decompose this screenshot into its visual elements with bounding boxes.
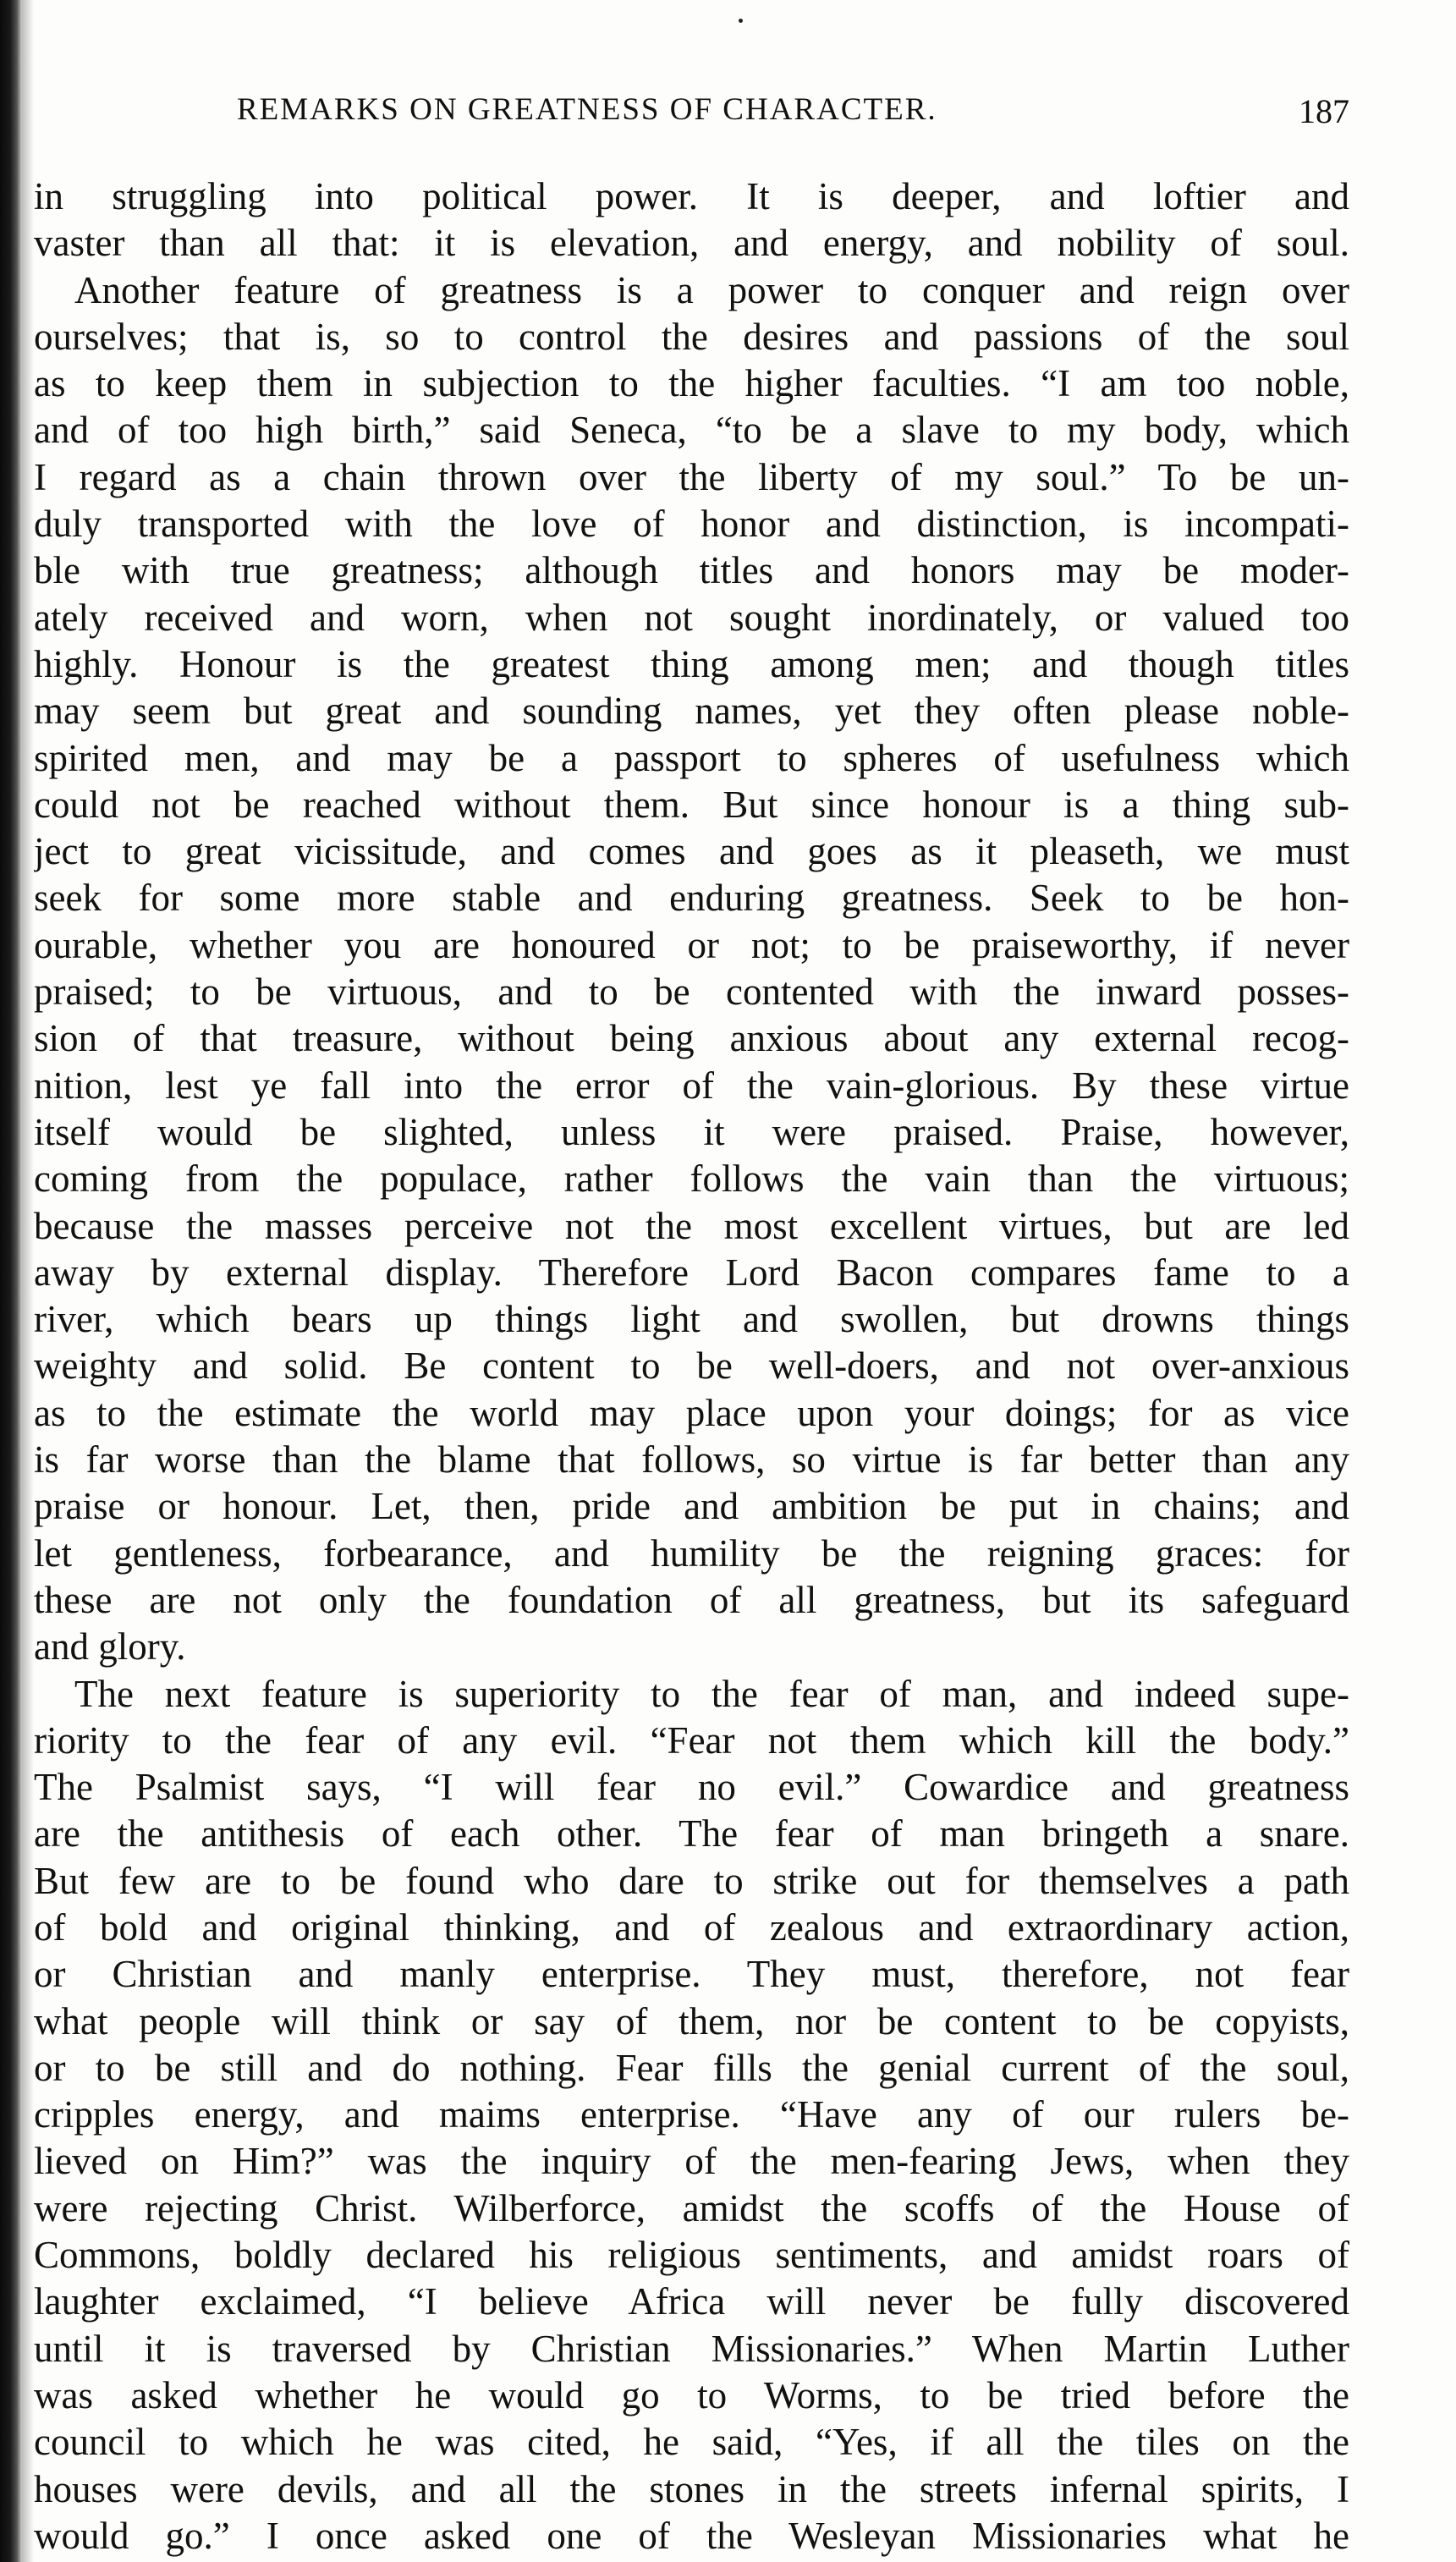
text-line: duly transported with the love of honor and distinction, is incompati-: [34, 503, 1349, 546]
text-line: weighty and solid. Be content to be well-doers, and not over-anxious: [34, 1344, 1349, 1388]
text-line: highly. Honour is the greatest thing among men; and though titles: [34, 642, 1349, 685]
text-line: spirited men, and may be a passport to spheres of usefulness which: [34, 736, 1349, 779]
text-line: and glory.: [34, 1625, 186, 1669]
text-line: nition, lest ye fall into the error of the vain-glorious. By these virtue: [34, 1064, 1349, 1107]
text-line: what people will think or say of them, nor be content to be copyists,: [34, 1999, 1349, 2042]
text-line: as to the estimate the world may place upon your doings; for as vice: [34, 1391, 1349, 1434]
text-line: or to be still and do nothing. Fear fills the genial current of the soul,: [34, 2046, 1349, 2089]
text-line: and of too high birth,” said Seneca, “to be a slave to my body, which: [34, 409, 1349, 452]
text-line: coming from the populace, rather follows the vain than the virtuous;: [34, 1157, 1349, 1201]
text-line: away by external display. Therefore Lord Bacon compares fame to a: [34, 1251, 1349, 1294]
text-line: Another feature of greatness is a power to conquer and reign over: [74, 268, 1349, 311]
text-line: until it is traversed by Christian Missionaries.” When Martin Luther: [34, 2327, 1349, 2370]
text-line: may seem but great and sounding names, yet they often please noble-: [34, 690, 1349, 733]
text-line: council to which he was cited, he said, “Yes, if all the tiles on the: [34, 2421, 1349, 2464]
gutter-shadow: [22, 0, 34, 2562]
binding-gutter: [0, 0, 22, 2562]
running-header: [34, 91, 1349, 142]
text-line: let gentleness, forbearance, and humility be the reigning graces: for: [34, 1531, 1349, 1575]
text-line: are the antithesis of each other. The fear of man bringeth a snare.: [34, 1812, 1349, 1856]
text-line: The Psalmist says, “I will fear no evil.” Cowardice and greatness: [34, 1766, 1349, 1809]
text-line: ble with true greatness; although titles and honors may be moder-: [34, 549, 1349, 592]
text-line: laughter exclaimed, “I believe Africa will never be fully discovered: [34, 2280, 1349, 2323]
scan-speck: [739, 19, 743, 23]
text-line: sion of that treasure, without being anxious about any external recog-: [34, 1017, 1349, 1060]
text-line: river, which bears up things light and swollen, but drowns things: [34, 1298, 1349, 1341]
text-line: praised; to be virtuous, and to be contented with the inward posses-: [34, 970, 1349, 1014]
text-line: were rejecting Christ. Wilberforce, amidst the scoffs of the House of: [34, 2186, 1349, 2229]
text-line: of bold and original thinking, and of zealous and extraordinary action,: [34, 1905, 1349, 1949]
text-line: ourable, whether you are honoured or not; to be praiseworthy, if never: [34, 923, 1349, 966]
text-line: ject to great vicissitude, and comes and goes as it pleaseth, we must: [34, 830, 1349, 873]
text-line: riority to the fear of any evil. “Fear not them which kill the body.”: [34, 1718, 1349, 1762]
text-line: houses were devils, and all the stones in the streets infernal spirits, I: [34, 2467, 1349, 2510]
text-line: ately received and worn, when not sought inordinately, or valued too: [34, 596, 1349, 639]
text-line: I regard as a chain thrown over the liberty of my soul.” To be un-: [34, 455, 1349, 498]
page-number: 187: [1299, 92, 1349, 130]
text-line: The next feature is superiority to the fear of man, and indeed supe-: [74, 1672, 1349, 1715]
text-line: as to keep them in subjection to the higher faculties. “I am too noble,: [34, 362, 1349, 405]
text-line: itself would be slighted, unless it were praised. Praise, however,: [34, 1110, 1349, 1153]
text-line: because the masses perceive not the most excellent virtues, but are led: [34, 1204, 1349, 1247]
text-line: Commons, boldly declared his religious sentiments, and amidst roars of: [34, 2234, 1349, 2277]
body-text: [34, 173, 1349, 2559]
text-line: these are not only the foundation of all greatness, but its safeguard: [34, 1578, 1349, 1621]
text-line: lieved on Him?” was the inquiry of the men-fearing Jews, when they: [34, 2140, 1349, 2183]
text-line: ourselves; that is, so to control the desires and passions of the soul: [34, 315, 1349, 358]
text-line: But few are to be found who dare to strike out for themselves a path: [34, 1859, 1349, 1902]
text-line: seek for some more stable and enduring greatness. Seek to be hon-: [34, 877, 1349, 920]
text-line: vaster than all that: it is elevation, and energy, and nobility of soul.: [34, 222, 1349, 265]
text-line: cripples energy, and maims enterprise. “Have any of our rulers be-: [34, 2093, 1349, 2136]
text-line: is far worse than the blame that follows, so virtue is far better than any: [34, 1438, 1349, 1482]
text-line: in struggling into political power. It is deeper, and loftier and: [34, 175, 1349, 217]
text-line: was asked whether he would go to Worms, to be tried before the: [34, 2373, 1349, 2416]
text-line: would go.” I once asked one of the Wesleyan Missionaries what he: [34, 2514, 1349, 2557]
text-line: praise or honour. Let, then, pride and ambition be put in chains; and: [34, 1485, 1349, 1528]
running-title: REMARKS ON GREATNESS OF CHARACTER.: [237, 92, 937, 127]
text-line: or Christian and manly enterprise. They must, therefore, not fear: [34, 1953, 1349, 1996]
text-line: could not be reached without them. But since honour is a thing sub-: [34, 783, 1349, 826]
